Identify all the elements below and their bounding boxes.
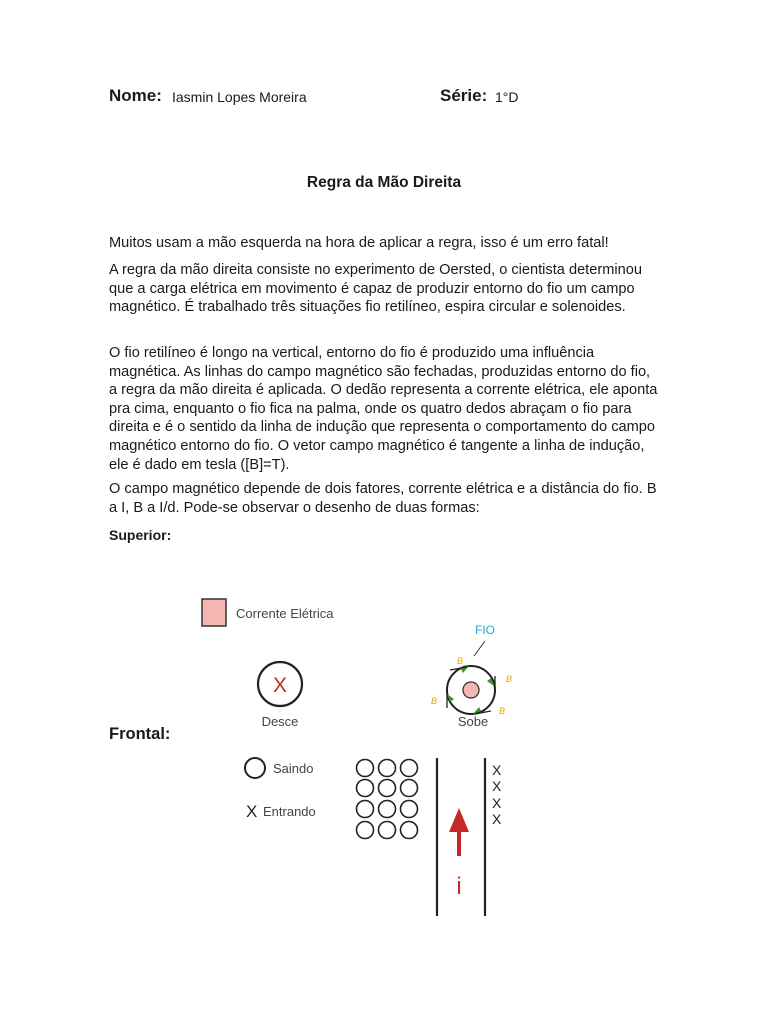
- field-out-circle: [357, 822, 374, 839]
- field-out-circle: [357, 760, 374, 777]
- paragraph-oersted: A regra da mão direita consiste no experimento de Oersted, o cientista determinou que a carga elétrica em movimento é capaz de produzir entorno do fio um campo magnético. É trabalhado três situações fio retilíneo, espira circular e solenoides.: [109, 262, 642, 316]
- ascending-label: Sobe: [457, 714, 489, 729]
- field-out-circle: [357, 780, 374, 797]
- into-page-legend-label: Entrando: [263, 804, 316, 819]
- superior-label: Superior:: [109, 527, 172, 543]
- paragraph-straight-wire: O fio retilíneo é longo na vertical, entorno do fio é produzido uma influência magnética. As linhas do campo magnético são fechadas, produzidas entorno do fio, a regra da mão direita é aplicada. O dedão representa a corrente elétrica, ele aponta pra cima, enquanto o fio fica na palma, onde os quatro dedos abraçam o fio para direita e é o sentido da linha de indução que representa o comportamento do campo magnético entorno do fio. O vetor campo magnético é tangente a linha de indução, ele é dado em tesla ([B]=T).: [109, 345, 658, 473]
- field-out-circle: [379, 801, 396, 818]
- vector-b-label-top: B: [457, 656, 464, 666]
- field-in-mark: X: [492, 778, 502, 794]
- into-page-legend-symbol: X: [246, 802, 258, 821]
- vector-b-label-bottom: B: [499, 706, 506, 716]
- vector-b-label-right: B: [506, 674, 513, 684]
- wire-label: FIO: [475, 623, 495, 637]
- paragraph-field-factors: O campo magnético depende de dois fatores, corrente elétrica e a distância do fio. B a I, B a I/d. Pode-se observar o desenho de duas formas:: [109, 481, 657, 516]
- field-out-circle: [401, 822, 418, 839]
- field-out-circle: [379, 760, 396, 777]
- name-value: Iasmin Lopes Moreira: [172, 89, 307, 105]
- current-label: i: [456, 873, 462, 900]
- vector-b-label-left: B: [431, 696, 438, 706]
- paragraph-intro: Muitos usam a mão esquerda na hora de aplicar a regra, isso é um erro fatal!: [109, 235, 609, 251]
- current-legend-label: Corrente Elétrica: [236, 606, 334, 621]
- field-out-circle: [401, 801, 418, 818]
- frontal-label: Frontal:: [109, 725, 171, 743]
- wire-label-pointer: [474, 641, 485, 656]
- descending-x-mark: X: [272, 674, 288, 697]
- out-of-page-legend-label: Saindo: [273, 761, 314, 776]
- field-out-circle: [401, 780, 418, 797]
- grade-label: Série:: [440, 86, 488, 105]
- field-out-circle: [401, 760, 418, 777]
- out-of-page-field-grid: [357, 760, 418, 839]
- current-legend-swatch: [202, 599, 226, 626]
- superior-figure: [195, 590, 555, 740]
- ascending-wire-dot: [463, 682, 479, 698]
- document-title: Regra da Mão Direita: [306, 174, 462, 191]
- name-label: Nome:: [109, 86, 162, 105]
- frontal-figure-svg: [235, 750, 515, 920]
- field-in-mark: X: [492, 811, 502, 827]
- out-of-page-legend-symbol: [245, 758, 265, 778]
- current-arrow-head: [449, 808, 469, 832]
- field-out-circle: [379, 780, 396, 797]
- superior-figure-svg: [195, 590, 555, 740]
- field-out-circle: [379, 822, 396, 839]
- grade-value: 1°D: [495, 89, 519, 105]
- descending-label: Desce: [261, 714, 299, 729]
- field-in-mark: X: [492, 762, 502, 778]
- field-in-mark: X: [492, 795, 502, 811]
- frontal-figure: [235, 750, 515, 920]
- field-out-circle: [357, 801, 374, 818]
